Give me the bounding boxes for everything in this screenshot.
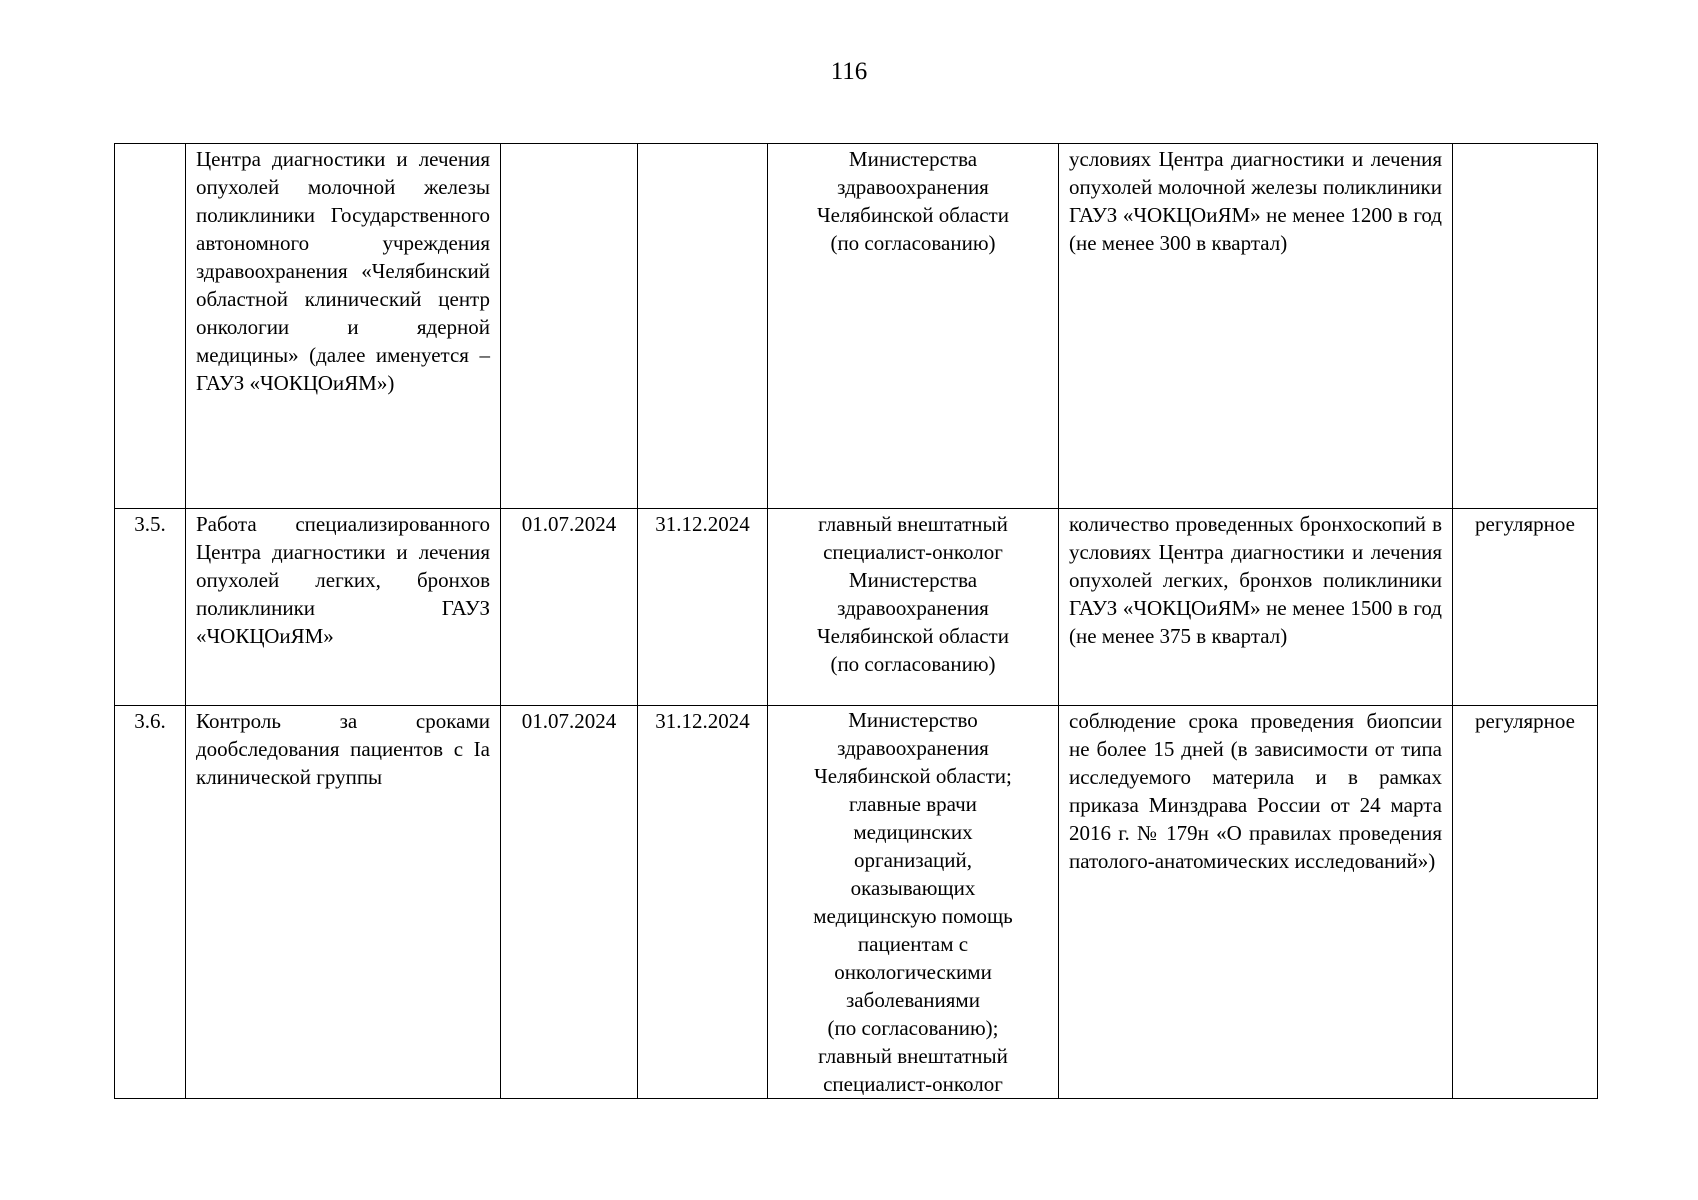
responsible-line: медицинских xyxy=(853,820,973,844)
responsible-cell xyxy=(768,706,1059,1099)
item-number-cell: 3.5. xyxy=(115,509,186,706)
responsible-line: организаций, xyxy=(854,848,972,872)
responsible-line: Министерство xyxy=(848,708,978,732)
responsible-line: здравоохранения xyxy=(837,175,989,199)
responsible-line: пациентам с xyxy=(857,932,969,956)
responsible-line: Челябинской области xyxy=(817,203,1009,227)
event-name-cell: Работа специализированного Центра диагностики и лечения опухолей легких, бронхов поликлиники ГАУЗ «ЧОКЦОиЯМ» xyxy=(186,509,501,706)
table-row xyxy=(115,706,1598,1099)
responsible-line: Министерства xyxy=(848,568,978,592)
start-date-cell: 01.07.2024 xyxy=(501,509,638,706)
frequency-cell: регулярное xyxy=(1453,509,1598,706)
end-date-cell xyxy=(638,144,768,509)
responsible-line: главный внештатный xyxy=(818,512,1008,536)
start-date-cell: 01.07.2024 xyxy=(501,706,638,1099)
responsible-line: оказывающих xyxy=(850,876,976,900)
responsible-line: Челябинской области; xyxy=(814,764,1012,788)
responsible-line: (по согласованию); xyxy=(827,1016,999,1040)
responsible-line: главные врачи xyxy=(849,792,977,816)
event-name-cell: Центра диагностики и лечения опухолей молочной железы поликлиники Государственного автономного учреждения здравоохранения «Челябинский областной клинический центр онкологии и ядерной медицины» (далее именуется – ГАУЗ «ЧОКЦОиЯМ») xyxy=(186,144,501,509)
table-row xyxy=(115,144,1598,509)
indicator-cell: условиях Центра диагностики и лечения опухолей молочной железы поликлиники ГАУЗ «ЧОКЦОиЯМ» не менее 1200 в год (не менее 300 в квартал) xyxy=(1059,144,1453,509)
frequency-cell xyxy=(1453,144,1598,509)
responsible-line: здравоохранения xyxy=(837,736,989,760)
responsible-line: главный внештатный xyxy=(818,1044,1008,1068)
page-number: 116 xyxy=(830,58,868,85)
event-name-cell: Контроль за сроками дообследования пациентов с Iа клинической группы xyxy=(186,706,501,1099)
responsible-line: здравоохранения xyxy=(837,596,989,620)
item-number-cell: 3.6. xyxy=(115,706,186,1099)
responsible-line: медицинскую помощь xyxy=(813,904,1013,928)
responsible-cell xyxy=(768,144,1059,509)
responsible-line: Министерства xyxy=(848,147,978,171)
indicator-cell: соблюдение срока проведения биопсии не более 15 дней (в зависимости от типа исследуемого материла и в рамках приказа Минздрава России от 24 марта 2016 г. № 179н «О правилах проведения патолого-анатомических исследований») xyxy=(1059,706,1453,1099)
end-date-cell: 31.12.2024 xyxy=(638,706,768,1099)
responsible-line: (по согласованию) xyxy=(830,652,996,676)
responsible-cell xyxy=(768,509,1059,706)
end-date-cell: 31.12.2024 xyxy=(638,509,768,706)
responsible-line: заболеваниями xyxy=(846,988,980,1012)
responsible-line: Челябинской области xyxy=(817,624,1009,648)
frequency-cell: регулярное xyxy=(1453,706,1598,1099)
start-date-cell xyxy=(501,144,638,509)
responsible-line: специалист-онколог xyxy=(823,1072,1003,1096)
table-row xyxy=(115,509,1598,706)
responsible-line: (по согласованию) xyxy=(830,231,996,255)
responsible-line: специалист-онколог xyxy=(823,540,1003,564)
item-number-cell xyxy=(115,144,186,509)
responsible-line: онкологическими xyxy=(834,960,992,984)
plan-table xyxy=(114,143,1598,1099)
indicator-cell: количество проведенных бронхоскопий в условиях Центра диагностики и лечения опухолей легких, бронхов поликлиники ГАУЗ «ЧОКЦОиЯМ» не менее 1500 в год (не менее 375 в квартал) xyxy=(1059,509,1453,706)
